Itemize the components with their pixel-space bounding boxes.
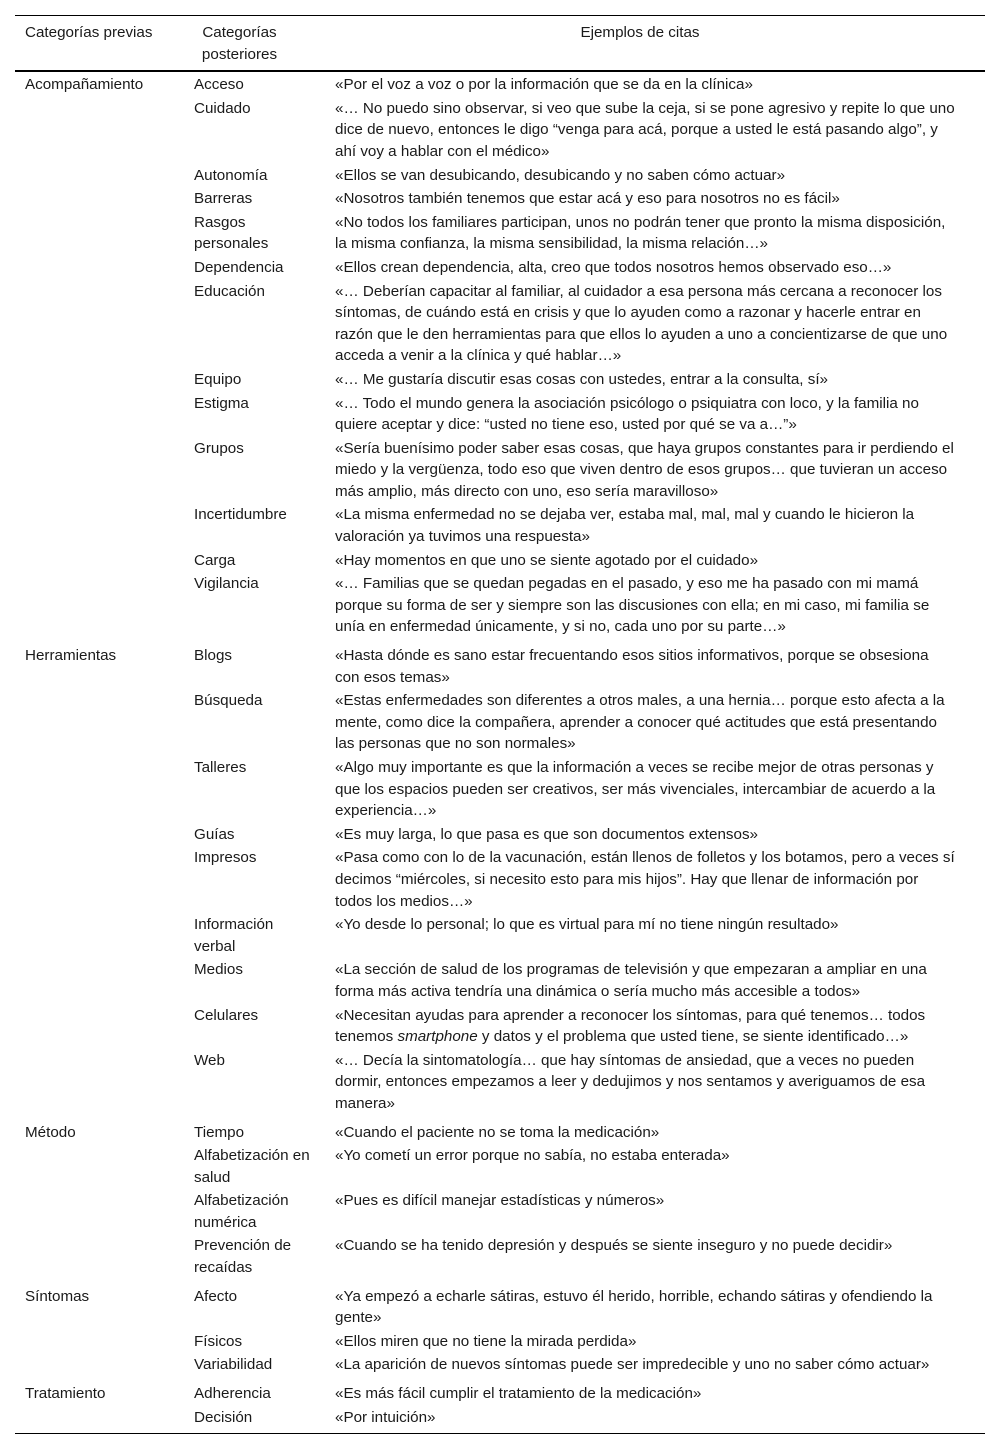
table-row [15, 1190, 985, 1235]
table-row [15, 504, 985, 549]
quote-cell: «Pues es difícil manejar estadísticas y números» [335, 1192, 665, 1210]
table-row [15, 1120, 985, 1145]
posterior-category-cell: Alfabetización numérica [194, 1192, 289, 1231]
previous-category-cell [15, 280, 184, 368]
previous-category-cell: Acompañamiento [25, 76, 144, 94]
quote-cell: «… Me gustaría discutir esas cosas con ustedes, entrar a la consulta, sí» [335, 370, 828, 388]
quote-cell: «Sería buenísimo poder saber esas cosas, que haya grupos constantes para ir perdiendo el miedo y la vergüenza, todo eso que viven dentro de esos grupos… que tuvieran un acceso más amplio, más directo con uno, eso sería maravilloso» [335, 439, 954, 500]
quote-cell: «La misma enfermedad no se dejaba ver, estaba mal, mal, mal y cuando le hicieron la valoración ya tuvimos una respuesta» [335, 506, 915, 546]
posterior-category-cell: Información verbal [194, 916, 274, 955]
posterior-category-cell: Blogs [194, 647, 232, 665]
quote-cell: «… No puedo sino observar, si veo que sube la ceja, si se pone agresivo y repite lo que uno dice de nuevo, entonces le digo “venga para acá, porque a usted le está pasando algo”, y ahí voy a hablar con el médico» [335, 99, 955, 160]
table-row [15, 392, 985, 437]
previous-category-cell [15, 437, 184, 504]
previous-category-cell [15, 1145, 184, 1190]
header-previous-categories: Categorías previas [15, 16, 184, 72]
posterior-category-cell: Educación [194, 282, 265, 300]
table-row [15, 188, 985, 212]
posterior-category-cell: Incertidumbre [194, 506, 287, 524]
quote-cell: «Por el voz a voz o por la información que se da en la clínica» [335, 76, 753, 94]
quote-cell: «… Familias que se quedan pegadas en el pasado, y eso me ha pasado con mi mamá porque su forma de ser y siempre son las discusiones con ella; en mi caso, mi familia se unía en enfermedad únicamente, y si no, cada uno por su parte…» [335, 575, 930, 636]
quote-cell: «… Decía la sintomatología… que hay síntomas de ansiedad, que a veces no pueden dormir, entonces empezamos a leer y dedujimos y nos sentamos y averiguamos de esa manera» [335, 1051, 926, 1112]
previous-category-cell [15, 549, 184, 573]
quote-cell: «… Todo el mundo genera la asociación psicólogo o psiquiatra con loco, y la familia no quiere aceptar y dice: “usted no tiene eso, usted por qué se va a…”» [335, 394, 919, 434]
posterior-category-cell: Barreras [194, 190, 253, 208]
table-row [15, 1381, 985, 1406]
quote-cell: «La aparición de nuevos síntomas puede ser impredecible y uno no saber cómo actuar» [335, 1356, 930, 1374]
previous-category-cell [15, 368, 184, 392]
previous-category-cell [15, 97, 184, 164]
quote-cell: «No todos los familiares participan, unos no podrán tener que pronto la misma disposición, la misma confianza, la misma sensibilidad, la misma relación…» [335, 213, 946, 253]
quote-cell: «Yo desde lo personal; lo que es virtual para mí no tiene ningún resultado» [335, 916, 839, 934]
quote-cell: «Yo cometí un error porque no sabía, no estaba enterada» [335, 1147, 730, 1165]
table-row [15, 1354, 985, 1381]
table-row [15, 914, 985, 959]
table-row [15, 164, 985, 188]
previous-category-cell [15, 188, 184, 212]
quote-cell: «Ellos miren que no tiene la mirada perdida» [335, 1332, 637, 1350]
table-row [15, 1004, 985, 1049]
posterior-category-cell: Autonomía [194, 166, 268, 184]
posterior-category-cell: Cuidado [194, 99, 251, 117]
previous-category-cell [15, 256, 184, 280]
previous-category-cell [15, 847, 184, 914]
table-row [15, 1235, 985, 1284]
table-row [15, 959, 985, 1004]
previous-category-cell [15, 1049, 184, 1119]
quote-emphasis: smartphone [397, 1028, 478, 1046]
table-row [15, 1284, 985, 1331]
posterior-category-cell: Medios [194, 961, 243, 979]
table-row [15, 97, 985, 164]
quote-cell: «Ellos crean dependencia, alta, creo que todos nosotros hemos observado eso…» [335, 258, 892, 276]
quote-cell: «… Deberían capacitar al familiar, al cuidador a esa persona más cercana a reconocer los síntomas, de cuándo está en crisis y que lo ayuden como a razonar y hacerle entrar en razón que le den herramientas para que ellos lo ayuden a uno a concientizarse de que uno acceda a venir a la clínica y qué hablar…» [335, 282, 948, 365]
table-row [15, 368, 985, 392]
previous-category-cell [15, 1235, 184, 1284]
previous-category-cell [15, 1330, 184, 1354]
previous-category-cell: Herramientas [25, 647, 117, 665]
previous-category-cell: Método [25, 1123, 76, 1141]
previous-category-cell [15, 914, 184, 959]
posterior-category-cell: Rasgos personales [194, 213, 269, 253]
quote-cell: «Algo muy importante es que la información a veces se recibe mejor de otras personas y que los espacios pueden ser creativos, ser más vivenciales, intercambiar de acuerdo a la experiencia…» [335, 759, 936, 820]
posterior-category-cell: Celulares [194, 1006, 259, 1024]
table-row [15, 1145, 985, 1190]
table-row [15, 573, 985, 643]
table-row [15, 1406, 985, 1434]
previous-category-cell: Síntomas [25, 1287, 90, 1305]
table-row [15, 437, 985, 504]
table-row [15, 1330, 985, 1354]
table-row [15, 643, 985, 690]
posterior-category-cell: Tiempo [194, 1123, 245, 1141]
table-body [15, 71, 985, 1434]
quote-cell: «Cuando se ha tenido depresión y después se siente inseguro y no puede decidir» [335, 1237, 893, 1255]
quote-cell: «Cuando el paciente no se toma la medicación» [335, 1123, 660, 1141]
table-row [15, 71, 985, 97]
table-row [15, 1049, 985, 1119]
posterior-category-cell: Equipo [194, 370, 242, 388]
previous-category-cell [15, 1190, 184, 1235]
posterior-category-cell: Grupos [194, 439, 244, 457]
quote-cell: «Hasta dónde es sano estar frecuentando esos sitios informativos, porque se obsesiona con esos temas» [335, 647, 929, 686]
quote-cell: «Ellos se van desubicando, desubicando y no saben cómo actuar» [335, 166, 786, 184]
previous-category-cell [15, 959, 184, 1004]
header-row [15, 16, 985, 72]
quote-text: y datos y el problema que usted tiene, se siente identificado…» [477, 1028, 909, 1046]
header-posterior-categories: Categorías posteriores [184, 16, 325, 72]
posterior-category-cell: Web [194, 1051, 225, 1069]
table-row [15, 690, 985, 757]
posterior-category-cell: Talleres [194, 759, 247, 776]
previous-category-cell [15, 573, 184, 643]
quote-cell: «Por intuición» [335, 1408, 436, 1426]
table-row [15, 847, 985, 914]
posterior-category-cell: Estigma [194, 394, 249, 412]
posterior-category-cell: Decisión [194, 1408, 253, 1426]
posterior-category-cell: Carga [194, 551, 236, 569]
quotes-table [15, 15, 985, 1434]
quote-cell: «Ya empezó a echarle sátiras, estuvo él herido, horrible, echando sátiras y ofendiendo la gente» [335, 1287, 933, 1327]
posterior-category-cell: Variabilidad [194, 1356, 273, 1374]
previous-category-cell [15, 392, 184, 437]
posterior-category-cell: Impresos [194, 849, 257, 867]
posterior-category-cell: Afecto [194, 1287, 238, 1305]
table-row [15, 549, 985, 573]
previous-category-cell [15, 504, 184, 549]
quote-text: «Necesitan ayudas para aprender a reconocer los síntomas, para qué tenemos… todos tenemos [335, 1006, 926, 1046]
quote-cell: «Pasa como con lo de la vacunación, están llenos de folletos y los botamos, pero a veces sí decimos “miércoles, si necesito esto para mis hijos”. Hay que llenar de información por todos los medios…» [335, 849, 955, 910]
previous-category-cell [15, 1406, 184, 1434]
quote-cell: «Es muy larga, lo que pasa es que son documentos extensos» [335, 825, 758, 843]
previous-category-cell [15, 1004, 184, 1049]
previous-category-cell [15, 823, 184, 847]
previous-category-cell [15, 690, 184, 757]
previous-category-cell [15, 164, 184, 188]
posterior-category-cell: Dependencia [194, 258, 284, 276]
previous-category-cell: Tratamiento [25, 1385, 106, 1403]
posterior-category-cell: Búsqueda [194, 692, 263, 710]
posterior-category-cell: Adherencia [194, 1385, 271, 1403]
table-row [15, 823, 985, 847]
posterior-category-cell: Prevención de recaídas [194, 1237, 292, 1277]
posterior-category-cell: Alfabetización en salud [194, 1147, 310, 1186]
posterior-category-cell: Guías [194, 825, 235, 843]
table-row [15, 757, 985, 824]
posterior-category-cell: Acceso [194, 76, 244, 94]
posterior-category-cell: Vigilancia [194, 575, 259, 593]
quote-cell: «Es más fácil cumplir el tratamiento de la medicación» [335, 1385, 702, 1403]
table-header [15, 16, 985, 72]
previous-category-cell [15, 1354, 184, 1381]
quote-cell [325, 1004, 985, 1049]
previous-category-cell [15, 211, 184, 256]
quote-cell: «La sección de salud de los programas de televisión y que empezaran a ampliar en una forma más activa tendría una dinámica o sería mucho más accesible a todos» [335, 961, 927, 1000]
table-row [15, 280, 985, 368]
header-quote-examples: Ejemplos de citas [325, 16, 985, 72]
quote-cell: «Nosotros también tenemos que estar acá y eso para nosotros no es fácil» [335, 190, 840, 208]
quote-cell: «Estas enfermedades son diferentes a otros males, a una hernia… porque esto afecta a la mente, como dice la compañera, aprender a conocer qué actitudes que está presentando las personas que no son normales» [335, 692, 945, 753]
quote-cell: «Hay momentos en que uno se siente agotado por el cuidado» [335, 551, 759, 569]
posterior-category-cell: Físicos [194, 1332, 243, 1350]
previous-category-cell [15, 757, 184, 824]
table-row [15, 211, 985, 256]
table-row [15, 256, 985, 280]
